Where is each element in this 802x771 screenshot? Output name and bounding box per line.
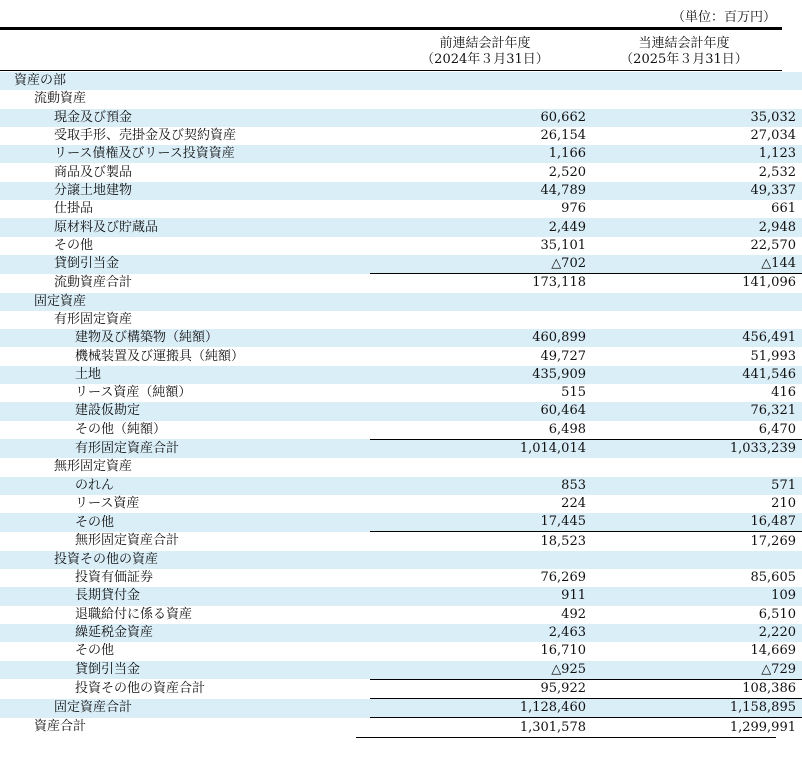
value-prev-year [370, 699, 590, 718]
row-label: リース債権及びリース投資資産 [0, 145, 370, 163]
value-prev-year-text: 911 [561, 588, 586, 604]
value-curr-year: 14,669 [750, 643, 796, 659]
row-label: 現金及び預金 [0, 109, 370, 127]
value-curr-year: 85,605 [750, 570, 796, 586]
value-prev-year-text: 1,014,014 [519, 441, 586, 457]
row-label: 商品及び製品 [54, 164, 133, 180]
table-row [0, 347, 802, 365]
value-prev-year [370, 569, 590, 587]
value-prev-year-text: 435,909 [532, 366, 586, 382]
value-prev-year-text: 460,899 [532, 330, 586, 346]
table-row [0, 127, 802, 145]
value-curr-year: 6,470 [758, 421, 796, 437]
row-label: 流動資産合計 [54, 275, 133, 291]
row-label: 退職給付に係る資産 [75, 606, 193, 622]
row-label: 仕掛品 [54, 201, 94, 217]
value-prev-year-text: 976 [561, 201, 586, 217]
value-curr-year: 571 [590, 477, 802, 495]
table-row [0, 421, 802, 440]
row-label: 原材料及び貯蔵品 [0, 218, 370, 236]
value-prev-year-text: 49,727 [540, 348, 586, 364]
unit-label: （単位：百万円） [671, 10, 776, 25]
value-prev-year-text: 224 [561, 495, 586, 511]
balance-sheet-table [0, 72, 802, 737]
value-curr-year: 51,993 [750, 348, 796, 364]
value-curr-year: 1,033,239 [590, 439, 802, 458]
table-row [0, 718, 802, 737]
value-prev-year [370, 679, 590, 698]
table-row [0, 699, 802, 718]
value-prev-year-text: 1,301,578 [519, 719, 586, 735]
value-prev-year [370, 311, 590, 329]
table-row [0, 679, 802, 698]
value-curr-year [590, 72, 802, 90]
row-label: 無形固定資産合計 [75, 533, 180, 549]
row-label: 有形固定資産合計 [0, 439, 370, 458]
row-label: のれん [0, 477, 370, 495]
table-row [0, 551, 802, 569]
value-prev-year-text: 17,445 [540, 514, 586, 530]
value-prev-year [370, 587, 590, 605]
row-label: 投資その他の資産 [0, 551, 370, 569]
value-curr-year: 108,386 [590, 679, 802, 698]
value-prev-year-text: 35,101 [540, 237, 586, 253]
value-prev-year [370, 90, 590, 108]
balance-sheet-body [0, 72, 802, 737]
value-prev-year-text: 60,662 [540, 109, 586, 125]
value-curr-year: 109 [590, 587, 802, 605]
row-label: 繰延税金資産 [0, 624, 370, 642]
value-prev-year-text: 2,449 [548, 219, 586, 235]
value-prev-year [370, 127, 590, 145]
table-row [0, 477, 802, 495]
row-label: 投資有価証券 [75, 570, 154, 586]
table-row [0, 311, 802, 329]
value-prev-year [370, 402, 590, 420]
table-row [0, 200, 802, 218]
value-prev-year [370, 163, 590, 181]
row-label: 機械装置及び運搬具（純額） [75, 348, 245, 364]
row-label: 建設仮勘定 [0, 402, 370, 420]
value-curr-year: 49,337 [590, 182, 802, 200]
value-prev-year [370, 477, 590, 495]
value-curr-year [590, 293, 802, 311]
row-label: 固定資産 [0, 293, 370, 311]
value-prev-year-text: 1,128,460 [519, 700, 586, 716]
value-curr-year [590, 311, 802, 329]
row-label: リース資産（純額） [75, 385, 192, 401]
row-label: 資産合計 [34, 719, 87, 735]
table-row [0, 458, 802, 476]
value-prev-year [370, 237, 590, 255]
value-prev-year [370, 513, 590, 532]
value-prev-year [370, 293, 590, 311]
row-label: その他 [75, 643, 115, 659]
row-label: 分譲土地建物 [0, 182, 370, 200]
column-header-curr-period: 当連結会計年度 [638, 36, 730, 51]
value-curr-year: 17,269 [590, 532, 802, 551]
value-prev-year-text: 6,498 [548, 421, 586, 437]
row-label: 受取手形、売掛金及び契約資産 [54, 128, 237, 144]
table-row [0, 293, 802, 311]
table-row [0, 237, 802, 255]
column-header-prev [385, 36, 585, 68]
table-row [0, 587, 802, 605]
table-row [0, 402, 802, 420]
value-prev-year-text: 76,269 [540, 570, 586, 586]
value-prev-year [370, 642, 590, 660]
value-prev-year [370, 218, 590, 236]
value-prev-year-text: 173,118 [532, 275, 586, 291]
row-label: 流動資産 [34, 91, 87, 107]
table-row [0, 109, 802, 127]
value-prev-year [370, 439, 590, 458]
value-prev-year [370, 109, 590, 127]
value-prev-year-text: 2,520 [548, 164, 586, 180]
table-row [0, 532, 802, 551]
row-label: リース資産 [75, 495, 140, 511]
table-row [0, 606, 802, 624]
table-row [0, 72, 802, 90]
value-prev-year [370, 384, 590, 402]
value-curr-year: 27,034 [750, 128, 796, 144]
value-prev-year [370, 661, 590, 680]
table-row [0, 329, 802, 347]
value-prev-year-text: 1,166 [548, 146, 586, 162]
value-prev-year-text: 853 [561, 477, 586, 493]
top-rule [0, 27, 782, 30]
value-prev-year-text: 515 [561, 385, 586, 401]
value-prev-year [370, 329, 590, 347]
row-label: 建物及び構築物（純額） [0, 329, 370, 347]
table-row [0, 642, 802, 660]
value-curr-year: 441,546 [590, 366, 802, 384]
value-curr-year: 1,158,895 [590, 699, 802, 718]
value-curr-year: 456,491 [590, 329, 802, 347]
row-label: 土地 [0, 366, 370, 384]
value-curr-year: 661 [771, 201, 796, 217]
row-label: 無形固定資産 [54, 459, 133, 475]
value-curr-year [590, 90, 802, 108]
value-prev-year-text: △925 [551, 661, 586, 677]
row-label: 貸倒引当金 [0, 255, 370, 274]
value-prev-year-text: 492 [561, 606, 586, 622]
value-prev-year [370, 72, 590, 90]
value-prev-year [370, 366, 590, 384]
value-prev-year [370, 274, 590, 293]
table-row [0, 255, 802, 274]
value-prev-year-text: 26,154 [540, 128, 586, 144]
value-prev-year [370, 532, 590, 551]
header-rule [0, 70, 782, 71]
table-row [0, 513, 802, 532]
value-prev-year [370, 255, 590, 274]
column-header-prev-period: 前連結会計年度 [439, 36, 531, 51]
column-header-curr [584, 36, 784, 68]
value-curr-year: 416 [771, 385, 796, 401]
value-curr-year [590, 551, 802, 569]
column-header-curr-date: （2025年３月31日） [620, 52, 748, 67]
value-curr-year: △729 [590, 661, 802, 680]
row-label: その他 [54, 237, 94, 253]
row-label: 長期貸付金 [0, 587, 370, 605]
table-row [0, 495, 802, 513]
value-curr-year: 2,220 [590, 624, 802, 642]
value-curr-year: 22,570 [750, 237, 796, 253]
table-row [0, 145, 802, 163]
table-row [0, 569, 802, 587]
bottom-rule [356, 737, 776, 738]
value-curr-year: 6,510 [758, 606, 796, 622]
value-prev-year [370, 421, 590, 440]
value-curr-year: 76,321 [590, 402, 802, 420]
table-row [0, 661, 802, 680]
value-curr-year: 1,299,991 [590, 718, 802, 737]
value-prev-year [370, 606, 590, 624]
row-label: その他（純額） [75, 422, 167, 438]
row-label: 貸倒引当金 [0, 661, 370, 680]
value-prev-year-text: 60,464 [540, 403, 586, 419]
value-prev-year [370, 624, 590, 642]
value-curr-year: △144 [590, 255, 802, 274]
row-label: 有形固定資産 [54, 312, 133, 327]
row-label: 資産の部 [0, 72, 370, 90]
value-prev-year-text: 44,789 [540, 182, 586, 198]
table-row [0, 218, 802, 236]
table-row [0, 366, 802, 384]
value-curr-year: 210 [771, 495, 796, 511]
value-prev-year [370, 551, 590, 569]
value-curr-year: 1,123 [590, 145, 802, 163]
row-label: 固定資産合計 [0, 699, 370, 718]
value-curr-year: 141,096 [590, 274, 802, 293]
table-row [0, 182, 802, 200]
table-row [0, 90, 802, 108]
table-row [0, 274, 802, 293]
value-curr-year: 2,948 [590, 218, 802, 236]
table-row [0, 439, 802, 458]
row-label: 投資その他の資産合計 [75, 680, 206, 696]
value-curr-year: 16,487 [590, 513, 802, 532]
value-curr-year: 35,032 [590, 109, 802, 127]
value-prev-year [370, 182, 590, 200]
value-curr-year: 2,532 [758, 164, 796, 180]
value-prev-year-text: 2,463 [548, 625, 586, 641]
value-prev-year-text: 16,710 [540, 643, 586, 659]
value-prev-year [370, 145, 590, 163]
table-row [0, 163, 802, 181]
column-header-prev-date: （2024年３月31日） [421, 52, 549, 67]
value-prev-year-text: 18,523 [540, 533, 586, 549]
value-prev-year [370, 718, 590, 737]
value-prev-year [370, 347, 590, 365]
value-prev-year [370, 458, 590, 476]
row-label: その他 [0, 513, 370, 532]
table-row [0, 384, 802, 402]
value-prev-year [370, 495, 590, 513]
value-prev-year [370, 200, 590, 218]
value-prev-year-text: 95,922 [540, 680, 586, 696]
value-prev-year-text: △702 [551, 256, 586, 272]
value-curr-year [590, 458, 802, 476]
table-row [0, 624, 802, 642]
